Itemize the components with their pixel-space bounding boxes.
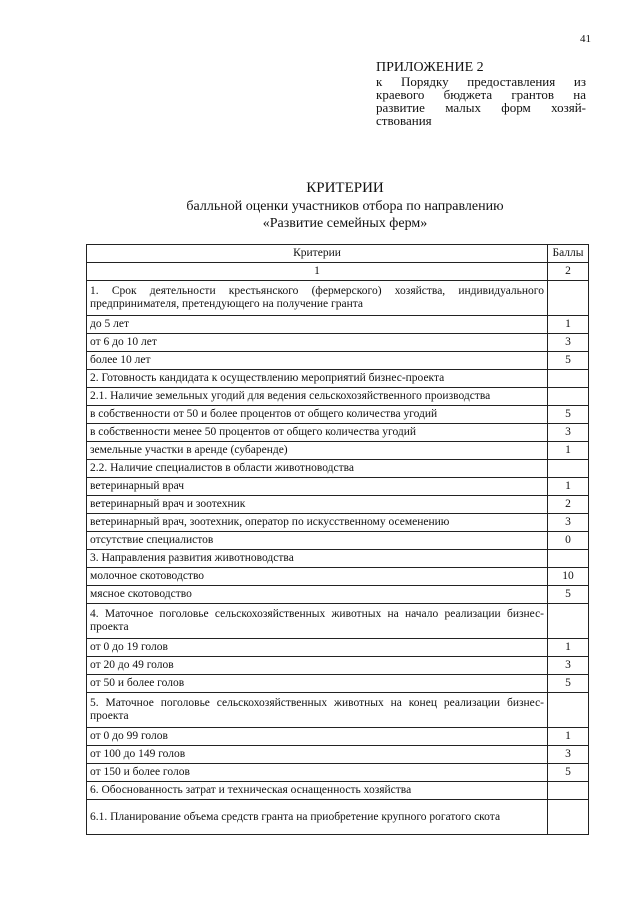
criterion-label: 6. Обоснованность затрат и техническая оснащенность хозяйства bbox=[87, 782, 548, 800]
table-row bbox=[87, 586, 589, 604]
table-row bbox=[87, 800, 589, 835]
criterion-label: в собственности от 50 и более процентов от общего количества угодий bbox=[87, 406, 548, 424]
table-row bbox=[87, 639, 589, 657]
document-subtitle: балльной оценки участников отбора по направлению bbox=[186, 199, 504, 214]
appendix-line: к Порядку предоставления из bbox=[376, 74, 586, 89]
criterion-label: мясное скотоводство bbox=[87, 586, 548, 604]
criterion-score bbox=[548, 370, 589, 388]
criterion-score: 1 bbox=[548, 478, 589, 496]
header-criteria: Критерии bbox=[87, 245, 548, 263]
criterion-label: ветеринарный врач, зоотехник, оператор по искусственному осеменению bbox=[87, 514, 548, 532]
column-number: 1 bbox=[87, 263, 548, 281]
criterion-label: до 5 лет bbox=[87, 316, 548, 334]
criterion-score: 2 bbox=[548, 496, 589, 514]
table-numbering-row bbox=[87, 263, 589, 281]
criterion-label: 2.1. Наличие земельных угодий для ведения сельскохозяйственного производства bbox=[87, 388, 548, 406]
header-score: Баллы bbox=[548, 245, 589, 263]
criterion-label: более 10 лет bbox=[87, 352, 548, 370]
table-row bbox=[87, 370, 589, 388]
criteria-table-body bbox=[87, 281, 589, 835]
table-row bbox=[87, 352, 589, 370]
table-row bbox=[87, 514, 589, 532]
document-subtitle-direction: «Развитие семейных ферм» bbox=[262, 216, 428, 231]
criterion-label: отсутствие специалистов bbox=[87, 532, 548, 550]
table-row bbox=[87, 478, 589, 496]
criterion-label: 3. Направления развития животноводства bbox=[87, 550, 548, 568]
criterion-score: 1 bbox=[548, 442, 589, 460]
table-row bbox=[87, 782, 589, 800]
criterion-label: 2.2. Наличие специалистов в области животноводства bbox=[87, 460, 548, 478]
criterion-score: 0 bbox=[548, 532, 589, 550]
criterion-score: 3 bbox=[548, 746, 589, 764]
criterion-score: 1 bbox=[548, 639, 589, 657]
appendix-block bbox=[376, 60, 586, 127]
criterion-label: от 50 и более голов bbox=[87, 675, 548, 693]
criterion-label: молочное скотоводство bbox=[87, 568, 548, 586]
document-title: КРИТЕРИИ bbox=[306, 180, 384, 196]
appendix-line: краевого бюджета грантов на bbox=[376, 87, 586, 102]
criterion-score bbox=[548, 550, 589, 568]
criteria-table bbox=[86, 244, 589, 835]
table-row bbox=[87, 388, 589, 406]
table-row bbox=[87, 281, 589, 316]
table-row bbox=[87, 460, 589, 478]
criterion-label: 4. Маточное поголовье сельскохозяйственных животных на начало реализации бизнес-проекта bbox=[87, 604, 548, 639]
criterion-label: 5. Маточное поголовье сельскохозяйственных животных на конец реализации бизнес-проекта bbox=[87, 693, 548, 728]
table-row bbox=[87, 604, 589, 639]
criterion-label: ветеринарный врач bbox=[87, 478, 548, 496]
criterion-score: 3 bbox=[548, 424, 589, 442]
criterion-score bbox=[548, 800, 589, 835]
page-number: 41 bbox=[580, 33, 591, 45]
criterion-score bbox=[548, 782, 589, 800]
table-header-row bbox=[87, 245, 589, 263]
criterion-score: 5 bbox=[548, 764, 589, 782]
criterion-score bbox=[548, 281, 589, 316]
column-number: 2 bbox=[548, 263, 589, 281]
criterion-score: 10 bbox=[548, 568, 589, 586]
table-row bbox=[87, 496, 589, 514]
table-row bbox=[87, 764, 589, 782]
table-row bbox=[87, 728, 589, 746]
criterion-score: 5 bbox=[548, 586, 589, 604]
table-row bbox=[87, 442, 589, 460]
criterion-score: 1 bbox=[548, 728, 589, 746]
criterion-score: 5 bbox=[548, 352, 589, 370]
criterion-score: 5 bbox=[548, 675, 589, 693]
criterion-label: от 100 до 149 голов bbox=[87, 746, 548, 764]
table-row bbox=[87, 550, 589, 568]
table-row bbox=[87, 675, 589, 693]
criterion-label: 2. Готовность кандидата к осуществлению мероприятий бизнес-проекта bbox=[87, 370, 548, 388]
criterion-score: 5 bbox=[548, 406, 589, 424]
appendix-line: развитие малых форм хозяй- bbox=[376, 100, 586, 115]
criterion-score bbox=[548, 388, 589, 406]
appendix-title: ПРИЛОЖЕНИЕ 2 bbox=[376, 60, 484, 75]
criterion-label: от 150 и более голов bbox=[87, 764, 548, 782]
table-row bbox=[87, 568, 589, 586]
criterion-score: 3 bbox=[548, 514, 589, 532]
criterion-label: от 0 до 19 голов bbox=[87, 639, 548, 657]
criterion-label: от 6 до 10 лет bbox=[87, 334, 548, 352]
criterion-score bbox=[548, 460, 589, 478]
criterion-label: от 0 до 99 голов bbox=[87, 728, 548, 746]
table-row bbox=[87, 334, 589, 352]
criterion-label: земельные участки в аренде (субаренде) bbox=[87, 442, 548, 460]
criterion-score: 3 bbox=[548, 657, 589, 675]
criterion-label: от 20 до 49 голов bbox=[87, 657, 548, 675]
table-row bbox=[87, 406, 589, 424]
criterion-label: 6.1. Планирование объема средств гранта на приобретение крупного рогатого скота bbox=[87, 800, 548, 835]
criterion-label: ветеринарный врач и зоотехник bbox=[87, 496, 548, 514]
table-row bbox=[87, 746, 589, 764]
table-row bbox=[87, 424, 589, 442]
criterion-score bbox=[548, 693, 589, 728]
criterion-score: 1 bbox=[548, 316, 589, 334]
table-row bbox=[87, 316, 589, 334]
table-row bbox=[87, 532, 589, 550]
table-row bbox=[87, 693, 589, 728]
appendix-line: ствования bbox=[376, 113, 432, 128]
table-row bbox=[87, 657, 589, 675]
criterion-label: в собственности менее 50 процентов от общего количества угодий bbox=[87, 424, 548, 442]
criterion-label: 1. Срок деятельности крестьянского (фермерского) хозяйства, индивидуального предпринимателя, претендующего на получение гранта bbox=[87, 281, 548, 316]
criterion-score: 3 bbox=[548, 334, 589, 352]
criterion-score bbox=[548, 604, 589, 639]
